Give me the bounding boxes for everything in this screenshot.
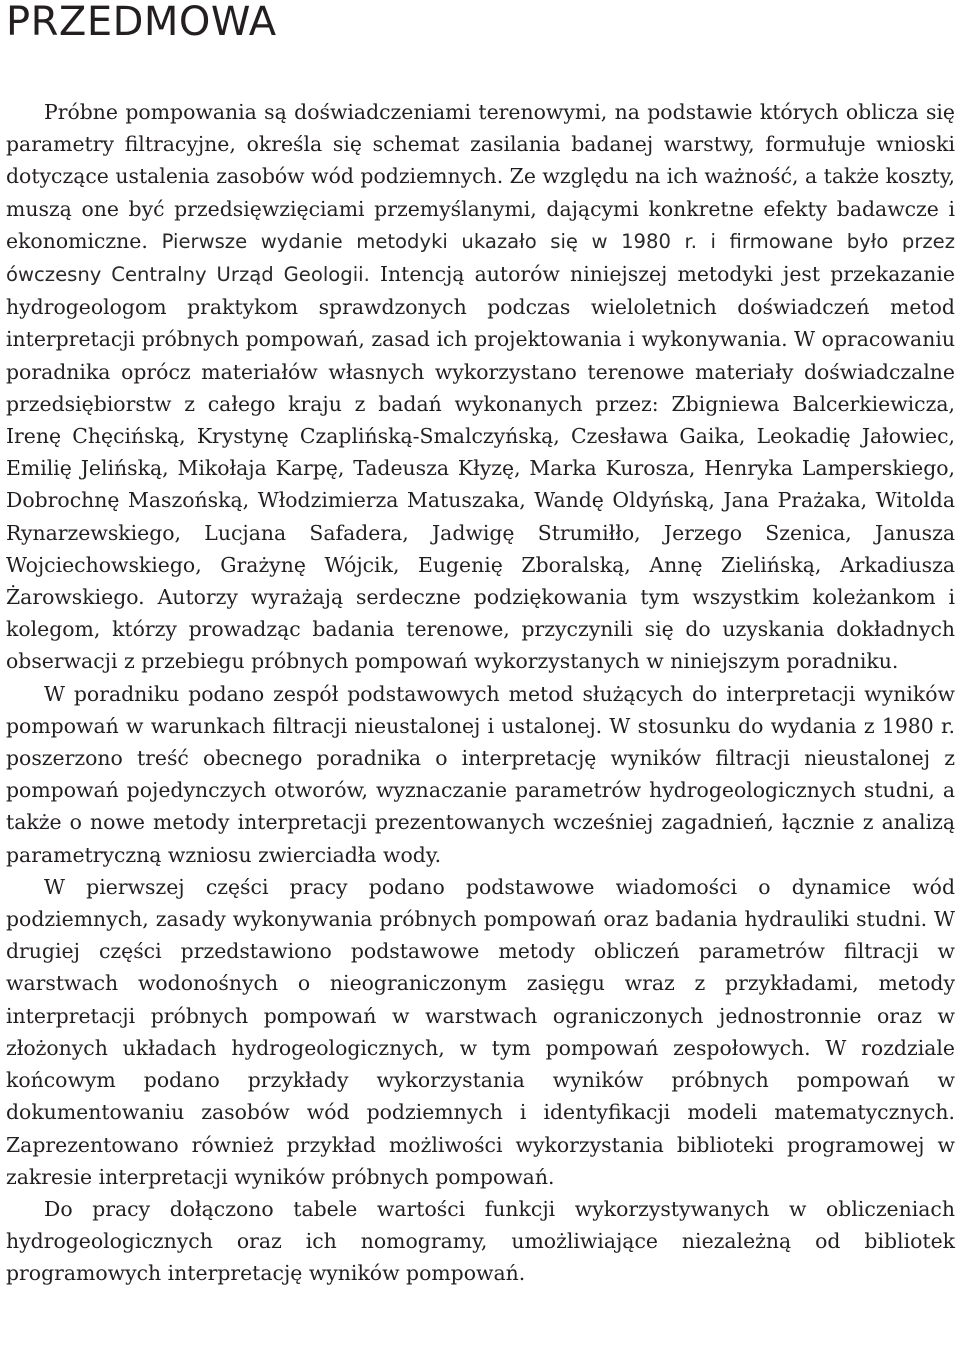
paragraph-1-segment-1: Próbne pompowania są doświadczeniami terenowymi, na podstawie których oblicza się parametry filtracyjne, określa się schemat zasilania badanej warstwy, formułuje wnioski dotyczące ustalenia zasobów wód podziemnych. Ze względu na ich ważność, a także koszty, muszą one być przedsięwzięciami przemyślanymi, dającymi konkretne efekty badawcze i ekonomiczne. — [6, 100, 955, 253]
paragraph-4-text: Do pracy dołączono tabele wartości funkcji wykorzystywanych w obliczeniach hydrogeologicznych oraz ich nomogramy, umożliwiające niezależną od bibliotek programowych interpretację wyników pompowań. — [6, 1196, 955, 1286]
paragraph-2 — [6, 678, 955, 871]
paragraph-1-segment-3: Intencją autorów niniejszej metodyki jest przekazanie hydrogeologom praktykom sprawdzonych podczas wieloletnich doświadczeń metod interpretacji próbnych pompowań, zasad ich projektowania i wykonywania. W opracowaniu poradnika oprócz materiałów własnych wykorzystano terenowe materiały doświadczalne przedsiębiorstw z całego kraju z badań wykonanych przez: Zbigniewa Balcerkiewicza, Irenę Chęcińską, Krystynę Czaplińską-Smalczyńską, Czesława Gaika, Leokadię Jałowiec, Emilię Jelińską, Mikołaja Karpę, Tadeusza Kłyzę, Marka Kurosza, Henryka Lamperskiego, Dobrochnę Maszońską, Włodzimierza Matuszaka, Wandę Oldyńską, Jana Prażaka, Witolda Rynarzewskiego, Lucjana Safadera, Jadwigę Strumiłło, Jerzego Szenica, Janusza Wojciechowskiego, Grażynę Wójcik, Eugenię Zboralską, Annę Zielińską, Arkadiusza Żarowskiego. Autorzy wyrażają serdeczne podziękowania tym wszystkim koleżankom i kolegom, którzy prowadząc badania terenowe, przyczynili się do uzyskania dokładnych obserwacji z przebiegu próbnych pompowań wykorzystanych w niniejszym poradniku. — [6, 262, 955, 674]
paragraph-3 — [6, 871, 955, 1193]
body-text — [6, 96, 955, 1290]
page-title: PRZEDMOWA — [6, 0, 277, 45]
paragraph-4 — [6, 1193, 955, 1290]
paragraph-1-segment-2: Pierwsze wydanie metodyki ukazało się w 1980 r. i firmowane było przez ówczesny Centralny Urząd Geologii. — [6, 229, 955, 287]
paragraph-2-text: W poradniku podano zespół podstawowych metod służących do interpretacji wyników pompowań w warunkach filtracji nieustalonej i ustalonej. W stosunku do wydania z 1980 r. poszerzono treść obecnego poradnika o interpretację wyników filtracji nieustalonej z pompowań pojedynczych otworów, wyznaczanie parametrów hydrogeologicznych studni, a także o nowe metody interpretacji prezentowanych wcześniej zagadnień, łącznie z analizą parametryczną wzniosu zwierciadła wody. — [6, 681, 955, 867]
paragraph-3-text: W pierwszej części pracy podano podstawowe wiadomości o dynamice wód podziemnych, zasady wykonywania próbnych pompowań oraz badania hydrauliki studni. W drugiej części przedstawiono podstawowe metody obliczeń parametrów filtracji w warstwach wodonośnych o nieograniczonym zasięgu wraz z przykładami, metody interpretacji próbnych pompowań w warstwach ograniczonych jednostronnie oraz w złożonych układach hydrogeologicznych, w tym pompowań zespołowych. W rozdziale końcowym podano przykłady wykorzystania wyników próbnych pompowań w dokumentowaniu zasobów wód podziemnych i identyfikacji modeli matematycznych. Zaprezentowano również przykład możliwości wykorzystania biblioteki programowej w zakresie interpretacji wyników próbnych pompowań. — [6, 874, 955, 1189]
paragraph-1 — [6, 96, 955, 678]
